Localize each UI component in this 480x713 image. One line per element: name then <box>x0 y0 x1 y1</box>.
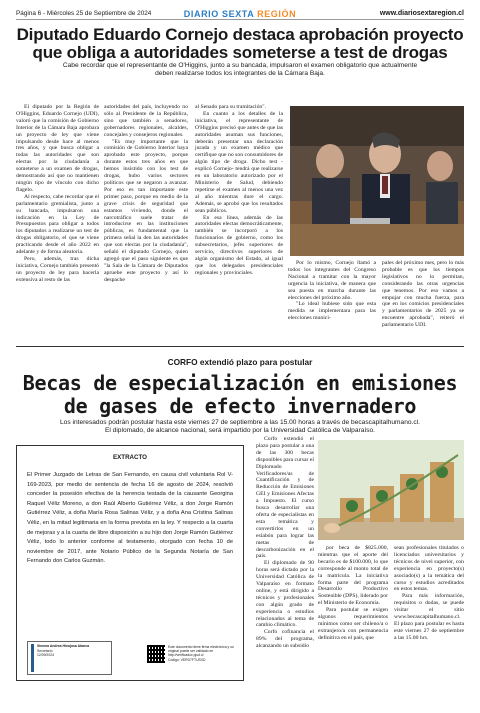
signature-bar-icon <box>31 644 34 672</box>
qr-caption: Este documento tiene firma electrónica y su original puede ser validado en http://verificadoc.pjud.cl Código: VERD7FTUSXD <box>168 645 234 662</box>
masthead: DIARIO SEXTA REGIÓN <box>183 8 297 19</box>
co2-blocks-photo <box>318 440 464 540</box>
qr-code-icon <box>147 645 165 663</box>
page-date: Página 6 - Miércoles 25 de Septiembre de 2024 <box>16 10 152 17</box>
article1-col4: Por lo mismo, Cornejo llamó a todos los integrantes del Congreso Nacional a tramitar con la mayor urgencia la iniciativa, de manera que sea puesta en marcha durante las elecciones del próximo año. "Lo ideal hubiese sido que esta medida se implementara para las elecciones munici- <box>288 260 376 322</box>
article1-col1: El diputado por la Región de O'Higgins, Eduardo Cornejo (UDI), valoró que la comisión de Gobierno Interior de la Cámara Baja aprobara un proyecto de ley que viene impulsando desde hace al menos tres años, y que busca obligar a todas las autoridades que son electas por la ciudadanía a someterse a un examen de drogas, demostrando así que no mantienen ningún tipo de vínculo con dicho flagelo. Al respecto, cabe recordar que el parlamentario gremialista, junto a su bancada, impulsaron una indicación en la Ley de Presupuestos para obligar a todos los diputados a realizarse un test de drogas obligatorio, el que se viene practicando desde el año 2022 en adelante y de forma aleatoria. Pero, además, tras dicha iniciativa, Cornejo también presentó un proyecto de ley para hacerla extensiva al resto de las <box>16 104 99 283</box>
headline-2: Becas de especialización en emisiones de gases de efecto invernadero <box>22 371 458 418</box>
legal-notice-body: El Primer Juzgado de Letras de San Fernando, en causa civil voluntaria Rol V-169-2023, por medio de sentencia de fecha 16 de agosto de 2024, resolvió conceder la posesión efectiva de la herencia testada de la causante Georgina Raquel Véliz Moreno, a don Raúl Alberto Gutiérrez Véliz, a don Jorge Ramón Gutiérrez Véliz, a doña María Rosa Salinas Véliz, y a doña Ana Cristina Salinas Véliz, en la mitad legitimaria en la forma prevista en la ley. Y respecto a la cuarta de mejoras y a la cuarta de libre disposición a su hijo don Jorge Ramón Gutiérrez Véliz, todo lo anterior conforme al testamento, otorgado con fecha 10 de noviembre de 2017, ante Notario Público de la Segunda Notaría de San Fernando don Carlos Guzmán. <box>27 472 233 565</box>
page-header <box>16 8 464 20</box>
section-divider <box>16 346 464 347</box>
kicker-2: CORFO extendió plazo para postular <box>167 357 313 367</box>
headline-1: Diputado Eduardo Cornejo destaca aprobación proyecto que obliga a autoridades someterse a test de drogas <box>16 25 464 62</box>
article2-col1: Corfo extendió el plazo para postular a una de las 300 becas disponibles para cursar el Diplomado Verificadores/as de Cuantificación y de Reducción de Emisiones GEI y Emisiones Afectas a Impuesto. El curso busca desarrollar una oferta de especialistas en esta temática y convertirlos en un eslabón para lograr las metas de descarbonización en el país. El diplomado de 90 horas será dictado por la Universidad Católica de Valparaíso en formato online, y está dirigido a técnicos y profesionales con algún grado de experiencia o estudios relacionados al tema de cambio climático. Corfo cofinancia el 89% del programa, alcanzando un subsidio <box>256 436 314 650</box>
website[interactable]: www.diariosextaregion.cl <box>379 10 464 17</box>
article1-col2: autoridades del país, incluyendo no sólo al Presidente de la República, sino que también a senadores, gobernadores regionales, alcaldes, concejales y consejeros regionales. "Es muy importante que la comisión de Gobierno Interior haya aprobado este proyecto, porque durante estos tres años en que hemos insistido con los test de drogas, hubo varios sectores políticos que se negaron a avanzar. Por eso es tan importante este primer paso, porque en medio de la grave crisis de seguridad que estamos viviendo, donde el narcotráfico suele tratar de introducirse en las instituciones públicas, es fundamental que la primera señal la den las autoridades que son electas por la ciudadanía", señaló el diputado Cornejo, quien agregó que el paso siguiente es que "la Sala de la Cámara de Diputados apruebe este proyecto y así lo despache <box>104 104 188 283</box>
subhead-2: Los interesados podrán postular hasta este viernes 27 de septiembre a las 15.00 horas a través de becascapitalhumano.cl. El diplomado, de alcance nacional, será impartido por la Universidad Católica de Valparaíso. <box>60 419 420 434</box>
article2-col3: sean profesionales titulados o licenciados universitarios y técnicos de nivel superior, con experiencia en proyecto(s) asociado(s) a la temática del curso y estudios acreditados en estos temas. Para más información, requisitos o dudas, se puede visitar el sitio www.becascapitalhumano.cl. El plazo para postular es hasta este viernes 27 de septiembre a las 15.00 hrs. <box>394 545 464 641</box>
article1-col3: al Senado para su tramitación". En cuanto a los detalles de la iniciativa, el representante de O'Higgins precisó que antes de que las autoridades asuman sus funciones, deberán presentar una declaración jurada y un examen médico que certifique que no son consumidores de algún tipo de droga. Dicho test -explicó Cornejo- tendrá que realizarse en un laboratorio autorizado por el Ministerio de Salud, debiendo repetirse el examen al menos una vez al año mientras dure el cargo. Además, se aprobó que los resultados sean públicos. En esa línea, además de las autoridades electas democráticamente, también se incorporó a los funcionarios de gobierno, como los subsecretarios, jefes superiores de servicio, directivos superiores de algún organismo del Estado, al igual que los delegados presidenciales regionales y provinciales. <box>195 104 283 276</box>
legal-notice-box <box>16 445 244 681</box>
legal-notice-title: EXTRACTO <box>113 454 147 461</box>
article1-col5: pales del próximo mes, pero lo más probable es que los tiempos legislativos no lo permitan, considerando las otras urgencias que tenemos. Por eso vamos a empujar con mucha fuerza, para que en los comicios presidenciales y parlamentarios de 2025 ya se encuentre aprobada", reiteró el parlamentario UDI. <box>382 260 464 329</box>
subhead-1: Cabe recordar que el representante de O'Higgins, junto a su bancada, impulsaron el examen obligatorio que actualmente deben realizarse todos los integrantes de la Cámara Baja. <box>62 62 418 77</box>
congress-photo <box>290 106 464 256</box>
article2-col2: por beca de $825.000, mientras que el aporte del becario es de $100.000, lo que corresponde al monto total de la matrícula. La iniciativa forma parte del programa Desarrollo Productivo Sostenible (DPS), liderado por el Ministerio de Economía. Para postular se exigen algunos requerimientos mínimos como ser chileno/a o extranjero/a con permanencia definitiva en el país, que <box>318 545 388 641</box>
electronic-signature: Ximena Andrea Hinojosa Abarca Secretario 12/09/2024 <box>27 641 112 675</box>
